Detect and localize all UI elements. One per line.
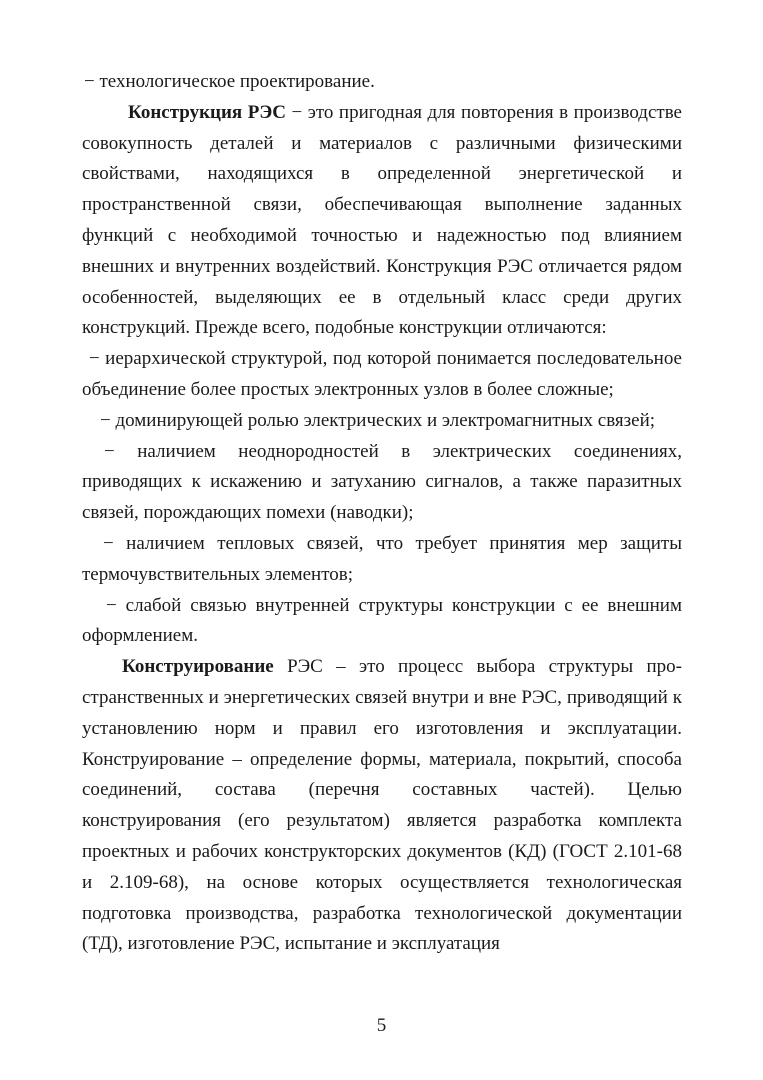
designing-definition-text: РЭС – это процесс выбора структуры про-странственных и энергетических связей внутри и вне РЭС, приводящий к установлению норм и правил его изготовления и эксплуатации. Конструирование – определение формы, материала, покрытий, способа соединений, состава (перечня составных частей). Целью конструирования (его результатом) является разработка комплекта проектных и рабочих конструкторских документов (КД) (ГОСТ 2.101-68 и 2.109-68), на основе которых осуществляется технологическая подготовка производства, разработка технологической документации (ТД), изготовление РЭС, испытание и эксплуатация xyxy=(82,656,682,955)
list-item-hierarchy: − иерархической структурой, под которой понимается последовательное объединение более простых электронных узлов в более сложные; xyxy=(82,348,682,400)
paragraph-designing-definition xyxy=(82,652,682,960)
list-item-inhomogeneity: − наличием неоднородностей в электрических соединениях, приводящих к искажению и затуханию сигналов, а также паразитных связей, порождающих помехи (наводки); xyxy=(82,440,682,524)
list-item-tech-design: − технологическое проектирование. xyxy=(84,71,375,92)
list-item-electrical-links: − доминирующей ролью электрических и электромагнитных связей; xyxy=(100,409,656,431)
page-number: 5 xyxy=(376,1015,387,1036)
list-item-weak-coupling: − слабой связью внутренней структуры конструкции с ее внешним оформлением. xyxy=(82,594,682,647)
paragraph-construction-definition xyxy=(82,98,682,344)
term-construction: Конструкция РЭС xyxy=(128,101,286,123)
construction-definition-text: − это пригодная для повторения в производстве совокупность деталей и материалов с различными физическими свойствами, находящихся в определенной энергетической и пространственной связи, обеспечивающая выполнение заданных функций с необходимой точностью и надежностью под влиянием внешних и внутренних воздействий. Конструкция РЭС отличается рядом особенностей, выделяющих ее в отдельный класс среди других конструкций. Прежде всего, подобные конструкции отличаются: xyxy=(82,101,682,339)
term-designing: Конструирование xyxy=(122,656,274,678)
body-text xyxy=(82,67,682,960)
list-item-thermal-links: − наличием тепловых связей, что требует принятия мер защиты термочувствительных элементов; xyxy=(82,532,682,585)
